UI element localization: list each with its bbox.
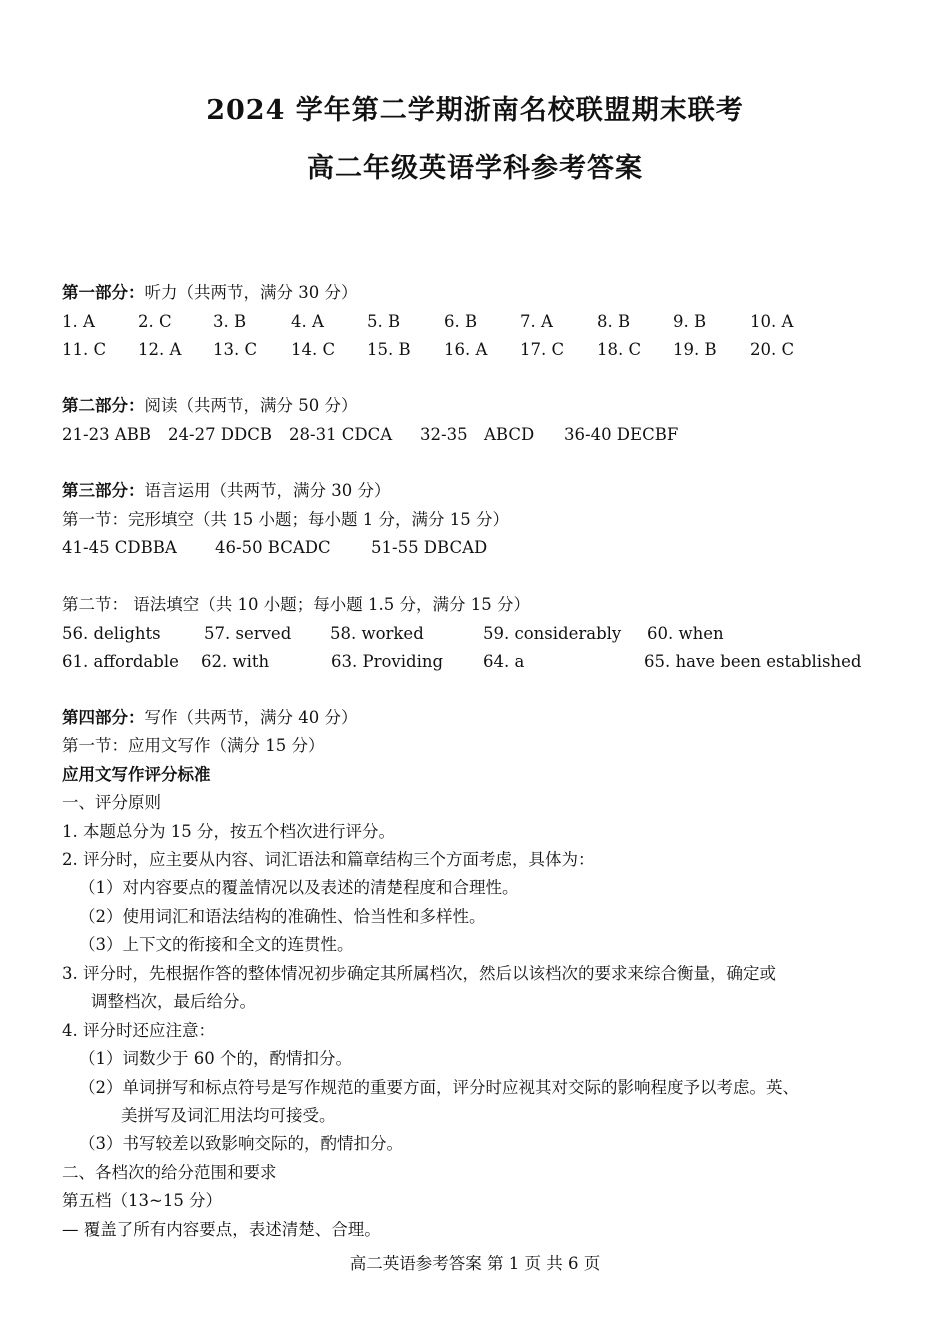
part3-head: 第三部分： — [62, 481, 145, 500]
part4-head: 第四部分： — [62, 708, 145, 727]
criteria-line: 美拼写及词汇用法均可接受。 — [121, 1106, 336, 1125]
answer-cell: 13. C — [213, 340, 258, 359]
answer-cell: 24-27 DDCB — [168, 425, 273, 444]
answer-cell: 20. C — [750, 340, 795, 359]
criteria-title: 应用文写作评分标准 — [62, 765, 211, 784]
answer-cell: 51-55 DBCAD — [371, 538, 488, 557]
answer-cell: 4. A — [291, 312, 324, 331]
part2-head: 第二部分： — [62, 396, 145, 415]
criteria-line: — 覆盖了所有内容要点，表述清楚、合理。 — [62, 1220, 381, 1239]
criteria-line: 一、评分原则 — [62, 793, 161, 812]
answer-cell: 6. B — [444, 312, 478, 331]
answer-cell: 12. A — [138, 340, 182, 359]
part2-desc: 阅读（共两节，满分 50 分） — [144, 396, 358, 415]
answer-cell: 15. B — [367, 340, 411, 359]
answer-cell: 19. B — [673, 340, 717, 359]
page-footer: 高二英语参考答案 第 1 页 共 6 页 — [349, 1254, 601, 1273]
criteria-line: （1）词数少于 60 个的，酌情扣分。 — [79, 1049, 352, 1068]
criteria-line: 二、各档次的给分范围和要求 — [62, 1163, 277, 1182]
answer-cell: 63. Providing — [331, 652, 444, 671]
answer-cell: 17. C — [520, 340, 565, 359]
criteria-line: （2）使用词汇和语法结构的准确性、恰当性和多样性。 — [79, 907, 486, 926]
criteria-line: 4. 评分时还应注意： — [62, 1021, 215, 1040]
answer-cell: 28-31 CDCA — [289, 425, 393, 444]
criteria-line: （3）上下文的衔接和全文的连贯性。 — [79, 935, 354, 954]
answer-cell: 60. when — [647, 624, 724, 643]
part2-heading — [62, 395, 358, 417]
part4-desc: 写作（共两节，满分 40 分） — [144, 708, 358, 727]
criteria-line: 3. 评分时，先根据作答的整体情况初步确定其所属档次，然后以该档次的要求来综合衡量，确定或 — [62, 964, 776, 983]
answer-cell: 36-40 DECBF — [564, 425, 679, 444]
part3-heading — [62, 480, 391, 502]
answer-cell: 32-35 — [420, 425, 468, 444]
criteria-line: 调整档次，最后给分。 — [91, 992, 256, 1011]
answer-cell: 14. C — [291, 340, 336, 359]
page-subtitle: 高二年级英语学科参考答案 — [307, 153, 643, 184]
answer-cell: 1. A — [62, 312, 95, 331]
criteria-line: 第五档（13~15 分） — [62, 1191, 223, 1210]
answer-cell: 7. A — [520, 312, 553, 331]
answer-cell: ABCD — [484, 425, 535, 444]
part1-head: 第一部分： — [62, 283, 145, 302]
answer-cell: 58. worked — [330, 624, 424, 643]
answer-cell: 56. delights — [62, 624, 161, 643]
part1-desc: 听力（共两节，满分 30 分） — [144, 283, 358, 302]
answer-cell: 21-23 ABB — [62, 425, 151, 444]
answer-cell: 10. A — [750, 312, 794, 331]
answer-cell: 41-45 CDBBA — [62, 538, 177, 557]
part1-heading — [62, 282, 358, 304]
answer-cell: 57. served — [204, 624, 292, 643]
answer-cell: 3. B — [213, 312, 247, 331]
part4-heading — [62, 707, 358, 729]
criteria-line: （3）书写较差以致影响交际的，酌情扣分。 — [79, 1134, 403, 1153]
answer-cell: 59. considerably — [483, 624, 622, 643]
page-title: 2024 学年第二学期浙南名校联盟期末联考 — [206, 95, 744, 126]
answer-cell: 5. B — [367, 312, 401, 331]
answer-cell: 46-50 BCADC — [215, 538, 331, 557]
answer-cell: 8. B — [597, 312, 631, 331]
answer-cell: 18. C — [597, 340, 642, 359]
answer-cell: 61. affordable — [62, 652, 179, 671]
answer-cell: 2. C — [138, 312, 172, 331]
criteria-line: （1）对内容要点的覆盖情况以及表述的清楚程度和合理性。 — [79, 878, 519, 897]
part3-desc: 语言运用（共两节，满分 30 分） — [144, 481, 391, 500]
answer-cell: 16. A — [444, 340, 488, 359]
answer-cell: 9. B — [673, 312, 707, 331]
answer-cell: 65. have been established — [644, 652, 862, 671]
part3-sec1-heading: 第一节：完形填空（共 15 小题；每小题 1 分，满分 15 分） — [62, 510, 509, 529]
criteria-line: 2. 评分时，应主要从内容、词汇语法和篇章结构三个方面考虑，具体为： — [62, 850, 595, 869]
answer-cell: 64. a — [483, 652, 525, 671]
criteria-line: 1. 本题总分为 15 分，按五个档次进行评分。 — [62, 822, 395, 841]
answer-cell: 11. C — [62, 340, 107, 359]
criteria-line: （2）单词拼写和标点符号是写作规范的重要方面，评分时应视其对交际的影响程度予以考虑。英、 — [79, 1078, 799, 1097]
answer-cell: 62. with — [201, 652, 270, 671]
part3-sec2-heading: 第二节： 语法填空（共 10 小题；每小题 1.5 分，满分 15 分） — [62, 595, 530, 614]
part4-sec1-heading: 第一节：应用文写作（满分 15 分） — [62, 736, 325, 755]
